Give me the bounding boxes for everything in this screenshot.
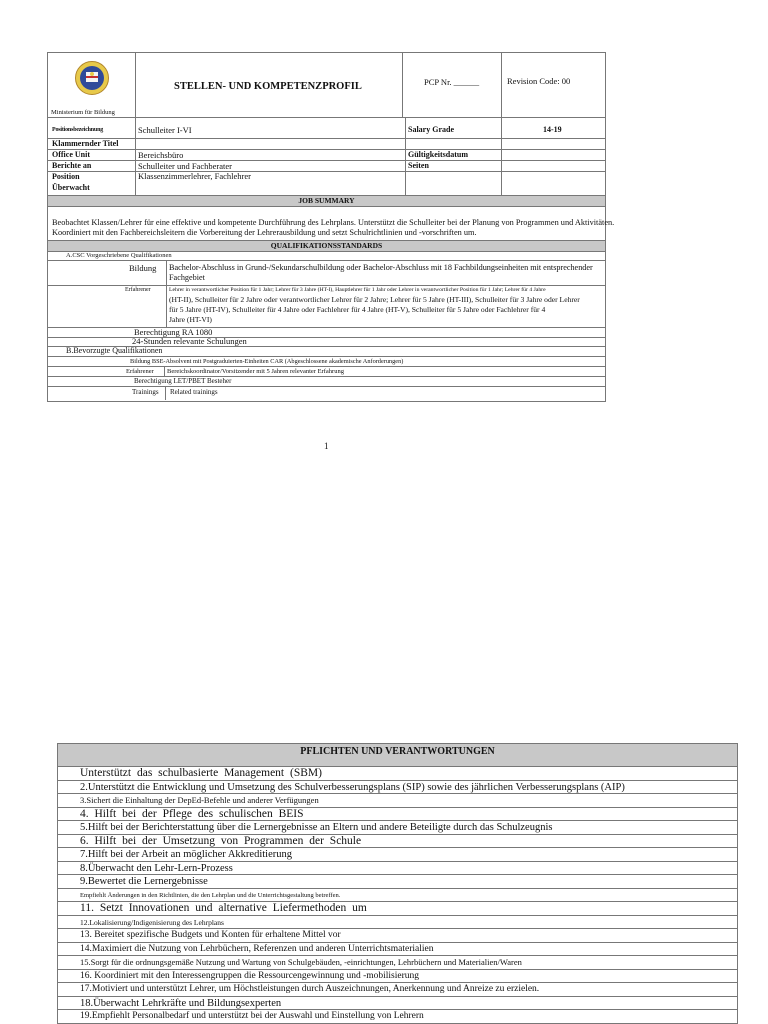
label-ueberwacht: Überwacht bbox=[52, 183, 90, 192]
duty-item: 3.Sichert die Einhaltung der DepEd-Befehle und anderer Verfügungen bbox=[57, 794, 738, 808]
erfahrung-b-label: Erfahrener bbox=[126, 368, 154, 375]
label-position: Position bbox=[52, 172, 80, 181]
erfahrung-line-1: Lehrer in verantwortlicher Position für 1 Jahr; Lehrer für 3 Jahre (HT-I), Hauptlehrer für 1 Jahr oder Lehrer in verantwortlicher Position für 1 Jahr; Lehrer für 4 Jahre bbox=[169, 287, 546, 293]
duty-item: Unterstützt das schulbasierte Management (SBM) bbox=[57, 767, 738, 781]
label-salary-grade: Salary Grade bbox=[408, 125, 454, 134]
job-summary-heading: JOB SUMMARY bbox=[47, 195, 606, 207]
duty-item: 14.Maximiert die Nutzung von Lehrbüchern, Referenzen und anderen Unterrichtsmaterialien bbox=[57, 943, 738, 957]
trainings-b-label: Trainings bbox=[132, 388, 159, 396]
bevorzugt-label: B.Bevorzugte Qualifikationen bbox=[66, 346, 163, 355]
duty-item: 13. Bereitet spezifische Budgets und Konten für erhaltene Mittel vor bbox=[57, 929, 738, 943]
header-revision-cell bbox=[501, 53, 606, 117]
value-position: Schulleiter I-VI bbox=[138, 125, 192, 135]
label-berichte-an: Berichte an bbox=[52, 161, 92, 170]
label-seiten: Seiten bbox=[408, 161, 429, 170]
trainings-row-b bbox=[48, 386, 605, 400]
job-summary-line-1: Beobachtet Klassen/Lehrer für eine effektive und kompetente Durchführung des Lehrplans. Unterstützt die Schulleiter bei der Planung von Programmen und Aktivitäten. bbox=[52, 218, 615, 227]
page-number: 1 bbox=[324, 441, 329, 451]
value-supervises: Klassenzimmerlehrer, Fachlehrer bbox=[138, 171, 251, 181]
duty-item: 15.Sorgt für die ordnungsgemäße Nutzung und Wartung von Schulgebäuden, -einrichtungen, Lehrbüchern und Materialien/Waren bbox=[57, 956, 738, 970]
header-pcp-cell bbox=[402, 53, 502, 117]
ministry-name: Ministerium für Bildung bbox=[51, 109, 115, 116]
duties-heading: PFLICHTEN UND VERANTWORTUNGEN bbox=[57, 743, 738, 767]
duty-item: 2.Unterstützt die Entwicklung und Umsetzung des Schulverbesserungsplans (SIP) sowie des jährlichen Verbesserungsplans (AIP) bbox=[57, 781, 738, 795]
duty-item: 16. Koordiniert mit den Interessengruppen die Ressourcengewinnung und -mobilisierung bbox=[57, 970, 738, 984]
bildung-b: Bildung BSE-Absolvent mit Postgraduierten-Einheiten CAR (Abgeschlossene akademische Anforderungen) bbox=[130, 358, 404, 365]
bildung-label: Bildung bbox=[129, 263, 157, 273]
duty-item: Empfiehlt Änderungen in den Richtlinien, die den Lehrplan und die Unterrichtsgestaltung betreffen. bbox=[57, 889, 738, 903]
duty-item: 18.Überwacht Lehrkräfte und Bildungsexperten bbox=[57, 997, 738, 1011]
duty-item: 11. Setzt Innovationen und alternative Liefermethoden um bbox=[57, 902, 738, 916]
document-title: STELLEN- UND KOMPETENZPROFIL bbox=[174, 81, 362, 92]
qualifications-body bbox=[47, 252, 606, 402]
value-berichte-an: Schulleiter und Fachberater bbox=[138, 161, 232, 171]
erfahrung-line-3: für 5 Jahre (HT-IV), Schulleiter für 4 Jahre oder Fachlehrer für 4 Jahre (HT-V), Schulleiter für 5 Jahre oder Fachlehrer für 4 bbox=[169, 305, 546, 314]
training-a: 24-Stunden relevante Schulungen bbox=[132, 336, 247, 346]
label-positionsbezeichnung: Positionsbezeichnung bbox=[52, 127, 104, 133]
header-title-cell bbox=[135, 53, 403, 117]
duty-item: 8.Überwacht den Lehr-Lern-Prozess bbox=[57, 862, 738, 876]
duty-item: 6. Hilft bei der Umsetzung von Programmen der Schule bbox=[57, 835, 738, 849]
duty-item: 9.Bewertet die Lernergebnisse bbox=[57, 875, 738, 889]
job-summary-body bbox=[47, 207, 615, 240]
erfahrung-label: Erfahrener bbox=[125, 287, 151, 293]
erfahrung-line-4: Jahre (HT-VI) bbox=[169, 315, 212, 324]
ministry-seal-icon bbox=[75, 61, 109, 95]
duty-item: 17.Motiviert und unterstützt Lehrer, um Höchstleistungen durch Auszeichnungen, Anerkennung und Anreize zu erzielen. bbox=[57, 983, 738, 997]
header-logo-cell bbox=[48, 53, 135, 117]
label-klammernder-titel: Klammernder Titel bbox=[52, 139, 119, 148]
erfahrung-line-2: (HT-II), Schulleiter für 2 Jahre oder verantwortlicher Lehrer für 2 Jahre; Lehrer für 5 Jahre (HT-III), Schulleiter für 3 Jahre oder Lehrer bbox=[169, 295, 580, 304]
trainings-b: Related trainings bbox=[170, 388, 218, 396]
value-office-unit: Bereichsbüro bbox=[138, 150, 184, 160]
duty-item: 5.Hilft bei der Berichterstattung über die Lernergebnisse an Eltern und andere Beteiligte durch das Schulzeugnis bbox=[57, 821, 738, 835]
duty-item: 7.Hilft bei der Arbeit an möglicher Akkreditierung bbox=[57, 848, 738, 862]
info-row-position bbox=[48, 118, 605, 139]
pcp-number: PCP Nr. ______ bbox=[424, 77, 480, 87]
erfahrung-row bbox=[48, 285, 605, 328]
value-salary-grade: 14-19 bbox=[543, 125, 562, 134]
csc-label: A.CSC Vorgeschriebene Qualifikationen bbox=[66, 252, 172, 259]
duty-item: 19.Empfiehlt Personalbedarf und unterstützt bei der Auswahl und Einstellung von Lehrern bbox=[57, 1010, 738, 1024]
label-gueltigkeitsdatum: Gültigkeitsdatum bbox=[408, 150, 469, 159]
berechtigung-b: Berechtigung LET/PBET Besteher bbox=[134, 377, 232, 385]
duty-item: 4. Hilft bei der Pflege des schulischen BEIS bbox=[57, 808, 738, 822]
job-summary-line-2: Koordiniert mit den Fachbereichsleitern die Vorbereitung der Lehrerausbildung und setzt Schulrichtlinien und -vorschriften um. bbox=[52, 228, 477, 237]
bildung-value: Bachelor-Abschluss in Grund-/Sekundarschulbildung oder Bachelor-Abschluss mit 18 Fachbildungseinheiten mit entsprechender bbox=[169, 263, 593, 272]
qualifications-heading: QUALIFIKATIONSSTANDARDS bbox=[47, 240, 606, 252]
duty-item: 12.Lokalisierung/Indigenisierung des Lehrplans bbox=[57, 916, 738, 930]
info-row-supervises bbox=[48, 171, 605, 195]
berechtigung-a: Berechtigung RA 1080 bbox=[134, 327, 213, 337]
bildung-row bbox=[48, 260, 605, 286]
bildung-value-2: Fachgebiet bbox=[169, 273, 205, 282]
label-office-unit: Office Unit bbox=[52, 150, 90, 159]
profile-table bbox=[47, 52, 615, 402]
header-row bbox=[47, 52, 606, 118]
erfahrung-b: Bereichskoordinator/Vorsitzender mit 5 Jahren relevanter Erfahrung bbox=[167, 368, 344, 375]
revision-code: Revision Code: 00 bbox=[507, 76, 571, 86]
info-rows bbox=[47, 118, 606, 195]
